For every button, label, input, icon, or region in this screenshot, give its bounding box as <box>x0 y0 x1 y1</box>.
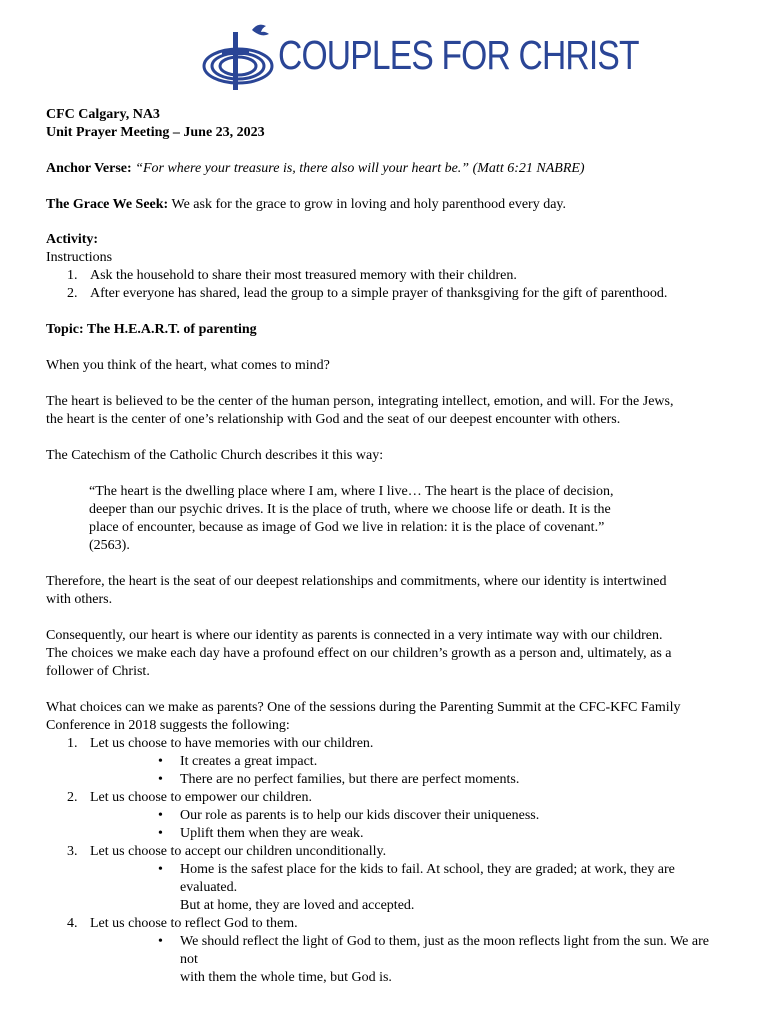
paragraph-line: the heart is the center of one’s relationship with God and the seat of our deepest encounter with others. <box>46 412 621 427</box>
choice-number: 3. <box>67 844 78 859</box>
quote-line: deeper than our psychic drives. It is the place of truth, where we choose life or death. It is the <box>89 502 611 517</box>
grace-text: We ask for the grace to grow in loving and holy parenthood every day. <box>171 197 566 212</box>
choice-text: Let us choose to have memories with our children. <box>90 736 374 751</box>
bullet-item <box>90 807 726 825</box>
quote-line: place of encounter, because as image of God we live in relation: it is the place of covenant.” <box>89 520 605 535</box>
bullet-list <box>90 933 726 987</box>
choice-item <box>46 915 726 987</box>
bullet-item <box>90 771 726 789</box>
paragraph-line: follower of Christ. <box>46 664 150 679</box>
bullet-item <box>90 861 726 915</box>
quote-line: “The heart is the dwelling place where I am, where I live… The heart is the place of decision, <box>89 484 614 499</box>
choice-number: 1. <box>67 736 78 751</box>
paragraph: When you think of the heart, what comes to mind? <box>46 358 330 373</box>
bullet-text: Uplift them when they are weak. <box>180 826 364 841</box>
anchor-quote: “For where your treasure is, there also will your heart be.” <box>135 161 470 176</box>
paragraph-line: Therefore, the heart is the seat of our deepest relationships and commitments, where our identity is intertwined <box>46 574 667 589</box>
paragraph-line: Conference in 2018 suggests the following: <box>46 718 290 733</box>
list-item-text: Ask the household to share their most treasured memory with their children. <box>90 268 517 283</box>
document-body <box>46 106 726 987</box>
list-item: 2. After everyone has shared, lead the group to a simple prayer of thanksgiving for the gift of parenthood. <box>67 286 668 301</box>
paragraph <box>46 393 726 429</box>
list-item-text: After everyone has shared, lead the group to a simple prayer of thanksgiving for the gift of parenthood. <box>90 286 668 301</box>
anchor-ref: (Matt 6:21 NABRE) <box>472 161 585 176</box>
bullet-icon: • <box>158 826 163 841</box>
bullet-text: Our role as parents is to help our kids discover their uniqueness. <box>180 808 540 823</box>
paragraph <box>46 699 726 735</box>
bullet-icon: • <box>158 808 163 823</box>
cfc-emblem-icon <box>200 20 280 94</box>
grace-label: The Grace We Seek: <box>46 197 169 212</box>
bullet-item <box>90 753 726 771</box>
logo-wordmark: COUPLES FOR CHRIST <box>278 32 639 78</box>
paragraph-line: Consequently, our heart is where our identity as parents is connected in a very intimate way with our children. <box>46 628 663 643</box>
choice-number: 4. <box>67 916 78 931</box>
choice-item <box>46 735 726 789</box>
catechism-quote <box>46 483 664 555</box>
bullet-text: Home is the safest place for the kids to fail. At school, they are graded; at work, they are evaluated. <box>180 862 675 895</box>
bullet-icon: • <box>158 934 163 949</box>
paragraph-line: What choices can we make as parents? One of the sessions during the Parenting Summit at the CFC-KFC Family <box>46 700 681 715</box>
choice-text: Let us choose to empower our children. <box>90 790 312 805</box>
choice-text: Let us choose to accept our children unconditionally. <box>90 844 387 859</box>
bullet-text: It creates a great impact. <box>180 754 318 769</box>
cfc-logo <box>200 20 639 94</box>
bullet-item <box>90 933 726 987</box>
bullet-item <box>90 825 726 843</box>
quote-line: (2563). <box>89 538 130 553</box>
anchor-label: Anchor Verse: <box>46 161 132 176</box>
meeting-title: Unit Prayer Meeting – June 23, 2023 <box>46 125 265 140</box>
bullet-icon: • <box>158 754 163 769</box>
bullet-icon: • <box>158 862 163 877</box>
activity-heading: Activity: <box>46 232 99 247</box>
bullet-icon: • <box>158 772 163 787</box>
choice-item <box>46 789 726 843</box>
list-item: 1. Ask the household to share their most treasured memory with their children. <box>67 268 517 283</box>
choice-text: Let us choose to reflect God to them. <box>90 916 298 931</box>
choice-number: 2. <box>67 790 78 805</box>
bullet-text: But at home, they are loved and accepted. <box>180 898 415 913</box>
bullet-text: We should reflect the light of God to them, just as the moon reflects light from the sun. We are not <box>180 934 709 967</box>
org-name: CFC Calgary, NA3 <box>46 107 160 122</box>
bullet-text: with them the whole time, but God is. <box>180 970 392 985</box>
activity-list <box>46 267 726 303</box>
bullet-list <box>90 861 726 915</box>
choices-list <box>46 735 726 987</box>
grace-section <box>46 196 726 214</box>
paragraph <box>46 573 726 609</box>
paragraph: The Catechism of the Catholic Church describes it this way: <box>46 448 384 463</box>
bullet-list <box>90 807 726 843</box>
paragraph-line: The heart is believed to be the center of the human person, integrating intellect, emotion, and will. For the Jews, <box>46 394 674 409</box>
paragraph-line: with others. <box>46 592 113 607</box>
paragraph <box>46 627 726 681</box>
anchor-verse <box>46 160 726 178</box>
bullet-text: There are no perfect families, but there are perfect moments. <box>180 772 520 787</box>
instructions-label: Instructions <box>46 250 113 265</box>
topic-heading: Topic: The H.E.A.R.T. of parenting <box>46 322 257 337</box>
paragraph-line: The choices we make each day have a profound effect on our children’s growth as a person and, ultimately, as a <box>46 646 672 661</box>
bullet-list <box>90 753 726 789</box>
choice-item <box>46 843 726 915</box>
